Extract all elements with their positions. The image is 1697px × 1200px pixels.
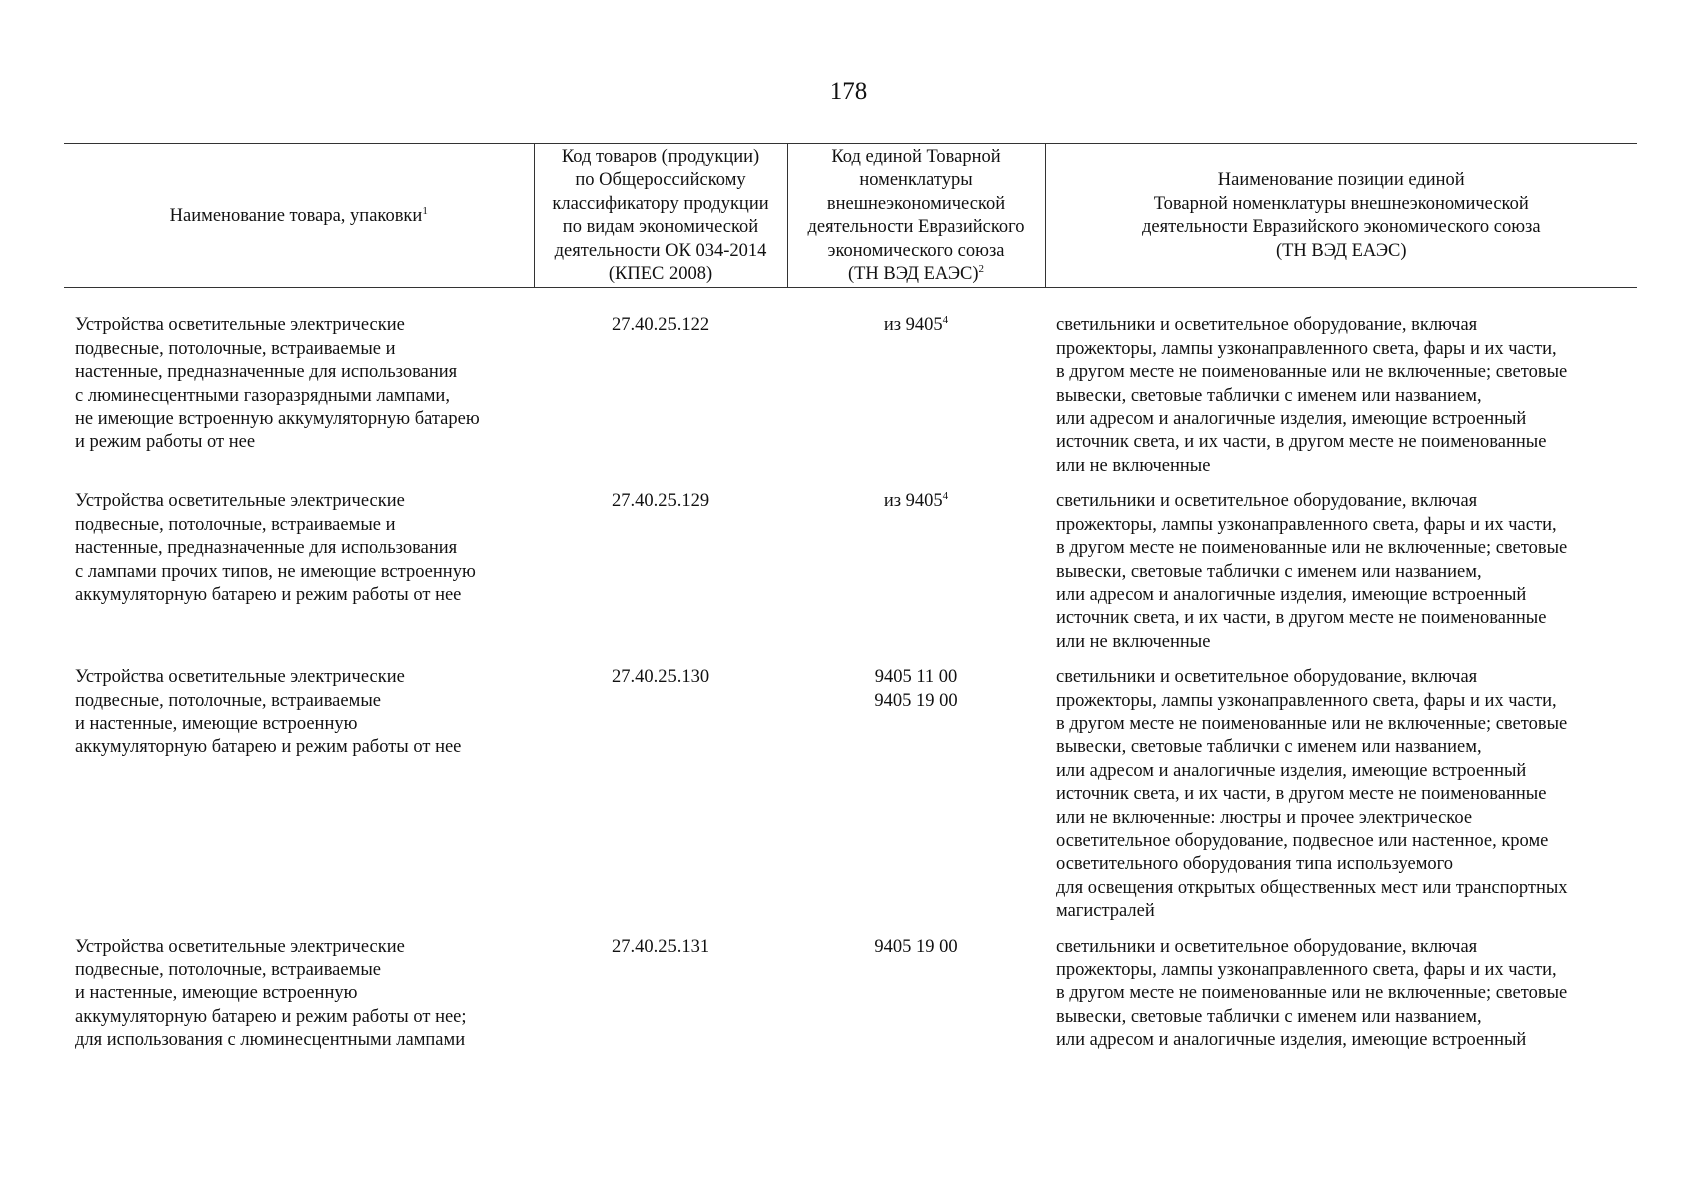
header-tnved-position-name: Наименование позиции единой Товарной номенклатуры внешнеэкономической деятельности Евразийского экономического союза (ТН ВЭД ЕАЭС) <box>1045 144 1637 288</box>
okpd-code-cell: 27.40.25.129 <box>611 491 710 512</box>
header-okpd-code: Код товаров (продукции) по Общероссийскому классификатору продукции по видам экономической деятельности ОК 034-2014 (КПЕС 2008) <box>534 144 787 288</box>
okpd-code-cell: 27.40.25.130 <box>611 667 710 688</box>
table-header-row <box>64 144 1637 288</box>
table-row <box>64 478 1637 654</box>
tnved-code-cell: из 9405$^4$ <box>883 314 949 336</box>
okpd-code-cell: 27.40.25.131 <box>611 936 710 957</box>
goods-name-cell: Устройства осветительные электрические подвесные, потолочные, встраиваемые и настенные, имеющие встроенную аккумуляторную батарею и режим работы от нее; для использования с люминесцентными лампами <box>75 936 467 1051</box>
table-row <box>64 654 1637 923</box>
tnved-description-cell: светильники и осветительное оборудование, включая прожекторы, лампы узконаправленного света, фары и их части, в другом месте не поименованные или не включенные; световые вывески, световые таблички с именем или названием, или адресом и аналогичные изделия, имеющие встроенный источник света, и их части, в другом месте не поименованные или не включенные: люстры и прочее электрическое осветительное оборудование, подвесное или настенное, кроме осветительного оборудования типа используемого для освещения открытых общественных мест или транспортных магистралей <box>1056 667 1568 922</box>
footnote-mark: 4 <box>942 314 949 327</box>
okpd-code-cell: 27.40.25.122 <box>611 315 710 336</box>
header-goods-name: Наименование товара, упаковки$^1$ <box>64 144 534 288</box>
tnved-description-cell: светильники и осветительное оборудование, включая прожекторы, лампы узконаправленного света, фары и их части, в другом месте не поименованные или не включенные; световые вывески, световые таблички с именем или названием, или адресом и аналогичные изделия, имеющие встроенный источник света, и их части, в другом месте не поименованные или не включенные <box>1056 315 1568 476</box>
table-row <box>64 288 1637 478</box>
table-row <box>64 924 1637 1053</box>
tnved-code-cell: из 9405$^4$ <box>883 490 949 512</box>
footnote-mark: 4 <box>942 490 949 503</box>
footnote-mark: 1 <box>422 204 428 217</box>
goods-name-cell: Устройства осветительные электрические подвесные, потолочные, встраиваемые и настенные, предназначенные для использования с люминесцентными газоразрядными лампами, не имеющие встроенную аккумуляторную батарею и режим работы от нее <box>75 315 480 453</box>
goods-classification-table <box>64 143 1637 1053</box>
goods-name-cell: Устройства осветительные электрические подвесные, потолочные, встраиваемые и настенные, предназначенные для использования с лампами прочих типов, не имеющие встроенную аккумуляторную батарею и режим работы от нее <box>75 491 476 605</box>
header-tnved-code: Код единой Товарной номенклатуры внешнеэкономической деятельности Евразийского экономического союза (ТН ВЭД ЕАЭС)$^2$ <box>787 144 1045 288</box>
footnote-mark: 2 <box>978 263 985 276</box>
tnved-description-cell: светильники и осветительное оборудование, включая прожекторы, лампы узконаправленного света, фары и их части, в другом месте не поименованные или не включенные; световые вывески, световые таблички с именем или названием, или адресом и аналогичные изделия, имеющие встроенный источник света, и их части, в другом месте не поименованные или не включенные <box>1056 491 1568 652</box>
tnved-description-cell: светильники и осветительное оборудование, включая прожекторы, лампы узконаправленного света, фары и их части, в другом месте не поименованные или не включенные; световые вывески, световые таблички с именем или названием, или адресом и аналогичные изделия, имеющие встроенный <box>1056 936 1568 1051</box>
tnved-code-cell: 9405 11 00 9405 19 00 <box>874 667 958 711</box>
goods-name-cell: Устройства осветительные электрические подвесные, потолочные, встраиваемые и настенные, имеющие встроенную аккумуляторную батарею и режим работы от нее <box>75 667 462 758</box>
tnved-code-cell: 9405 19 00 <box>874 936 958 957</box>
page-number: 178 <box>829 78 868 105</box>
